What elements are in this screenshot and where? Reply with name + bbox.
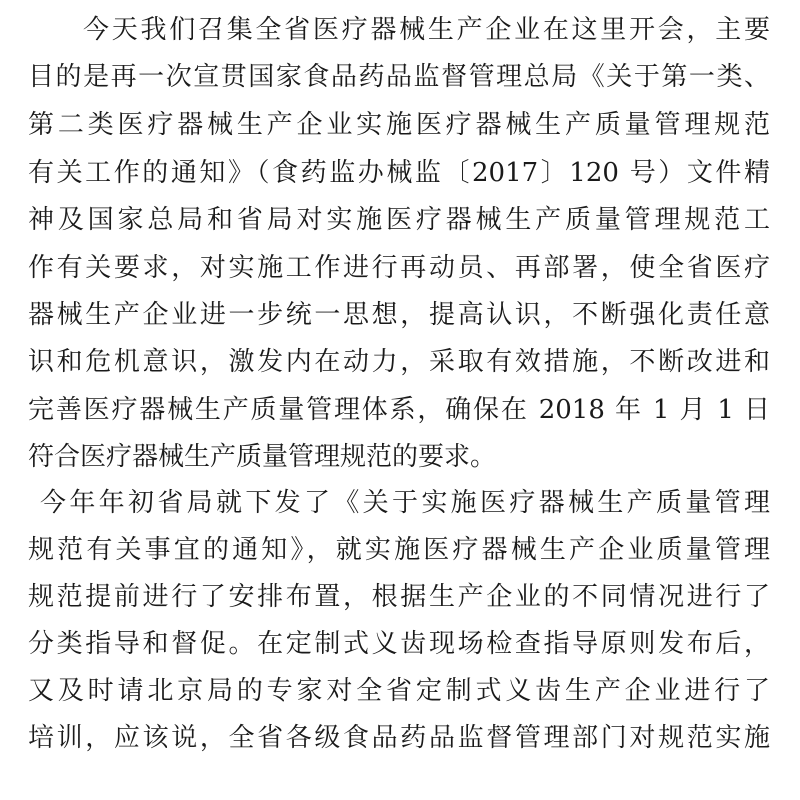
- text-line: 第二类医疗器械生产企业实施医疗器械生产质量管理规范: [28, 110, 770, 140]
- text-line: 目的是再一次宣贯国家食品药品监督管理总局《关于第一类、: [28, 62, 770, 92]
- text-line: 今年年初省局就下发了《关于实施医疗器械生产质量管理: [40, 488, 770, 518]
- text-line: 培训，应该说，全省各级食品药品监督管理部门对规范实施: [28, 723, 770, 753]
- text-line: 符合医疗器械生产质量管理规范的要求。: [28, 442, 497, 472]
- text-line: 神及国家总局和省局对实施医疗器械生产质量管理规范工: [28, 205, 770, 235]
- text-line: 器械生产企业进一步统一思想，提高认识，不断强化责任意: [28, 300, 770, 330]
- text-line: 规范提前进行了安排布置，根据生产企业的不同情况进行了: [28, 582, 770, 612]
- text-line: 完善医疗器械生产质量管理体系，确保在 2018 年 1 月 1 日: [28, 395, 770, 425]
- text-line: 分类指导和督促。在定制式义齿现场检查指导原则发布后，: [28, 629, 770, 659]
- text-line: 作有关要求，对实施工作进行再动员、再部署，使全省医疗: [28, 253, 770, 283]
- text-line: 又及时请北京局的专家对全省定制式义齿生产企业进行了: [28, 676, 770, 706]
- text-line: 有关工作的通知》（食药监办械监〔2017〕120 号）文件精: [28, 158, 770, 188]
- text-line: 规范有关事宜的通知》，就实施医疗器械生产企业质量管理: [28, 535, 770, 565]
- text-line: 识和危机意识，激发内在动力，采取有效措施，不断改进和: [28, 347, 770, 377]
- text-line: 今天我们召集全省医疗器械生产企业在这里开会，主要: [83, 15, 770, 45]
